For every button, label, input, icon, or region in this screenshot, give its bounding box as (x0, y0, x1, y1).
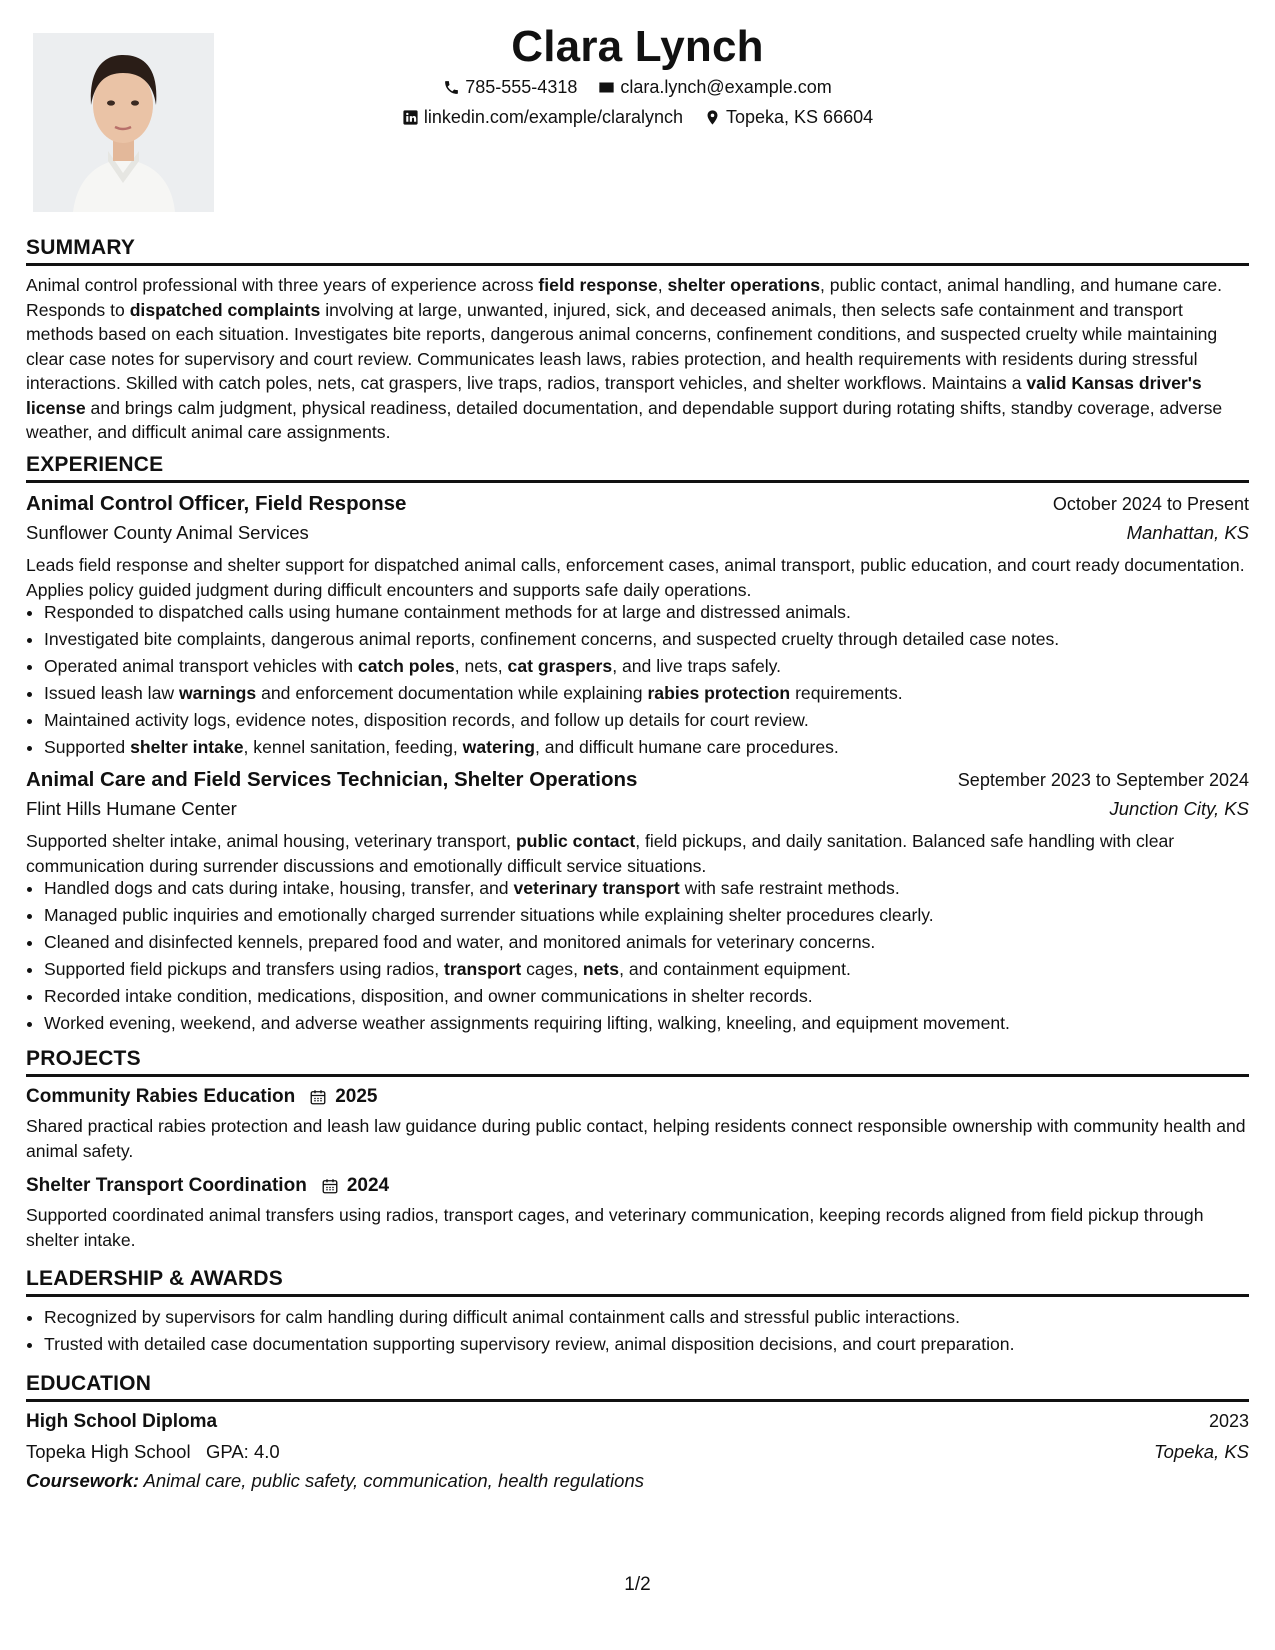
coursework-text: Animal care, public safety, communication, health regulations (143, 1470, 644, 1491)
calendar-icon (309, 1088, 327, 1106)
project-1-title (26, 1086, 377, 1108)
leadership-heading: LEADERSHIP & AWARDS (26, 1267, 1249, 1297)
list-item: • Recognized by supervisors for calm handling during difficult animal containment calls and stressful public interactions. (44, 1304, 1267, 1331)
project-1-description: Shared practical rabies protection and leash law guidance during public contact, helping residents connect responsible ownership with community health and animal safety. (26, 1116, 1246, 1161)
job-1-location: Manhattan, KS (1126, 522, 1249, 543)
job-1-dates: October 2024 to Present (1052, 494, 1249, 514)
map-pin-icon (704, 109, 721, 126)
job-1-title: Animal Control Officer, Field Response (26, 492, 407, 515)
email-contact[interactable] (598, 77, 831, 98)
list-item: • Investigated bite complaints, dangerous animal reports, confinement concerns, and suspected cruelty through detailed case notes. (44, 626, 1267, 653)
education-year: 2023 (1208, 1411, 1249, 1431)
leadership-bullets (26, 1304, 1267, 1358)
location-text: Topeka, KS 66604 (726, 107, 874, 127)
location-contact (704, 107, 873, 128)
list-item: • Supported field pickups and transfers using radios, transport cages, nets, and containment equipment. (44, 956, 1267, 983)
envelope-icon (598, 79, 615, 96)
education-coursework (26, 1470, 1249, 1492)
project-2-description: Supported coordinated animal transfers using radios, transport cages, and veterinary communication, keeping records aligned from field pickup through shelter intake. (26, 1205, 1204, 1250)
phone-contact[interactable] (443, 77, 577, 98)
education-location: Topeka, KS (1154, 1441, 1249, 1462)
list-item: • Handled dogs and cats during intake, housing, transfer, and veterinary transport with safe restraint methods. (44, 875, 1267, 902)
education-gpa: GPA: 4.0 (205, 1441, 280, 1462)
list-item: • Supported shelter intake, kennel sanitation, feeding, watering, and difficult humane care procedures. (44, 734, 1267, 761)
project-2-title (26, 1175, 389, 1197)
education-heading: EDUCATION (26, 1372, 1249, 1402)
job-2-title: Animal Care and Field Services Technician, Shelter Operations (26, 768, 638, 791)
list-item: • Responded to dispatched calls using humane containment methods for at large and distressed animals. (44, 599, 1267, 626)
job-2-description: Supported shelter intake, animal housing, veterinary transport, public contact, field pickups, and daily sanitation. Balanced safe handling with clear communication during surrender discussions and emotionally difficult service situations. (26, 831, 1175, 876)
job-2-location: Junction City, KS (1109, 798, 1249, 819)
job-1-subheader (26, 522, 1249, 544)
list-item: • Maintained activity logs, evidence notes, disposition records, and follow up details for court review. (44, 707, 1267, 734)
projects-heading: PROJECTS (26, 1047, 1249, 1077)
list-item: • Cleaned and disinfected kennels, prepared food and water, and monitored animals for veterinary concerns. (44, 929, 1267, 956)
education-subheader (26, 1441, 1249, 1463)
project-2-name: Shelter Transport Coordination (26, 1175, 307, 1196)
linkedin-text: linkedin.com/example/claralynch (423, 107, 683, 127)
candidate-name: Clara Lynch (511, 22, 764, 71)
project-1-year: 2025 (335, 1086, 378, 1107)
phone-text: 785-555-4318 (465, 77, 578, 97)
calendar-icon (321, 1177, 339, 1195)
phone-icon (443, 79, 460, 96)
linkedin-contact[interactable] (402, 107, 683, 128)
job-1-bullets (26, 599, 1267, 761)
list-item: • Trusted with detailed case documentation supporting supervisory review, animal disposition decisions, and court preparation. (44, 1331, 1267, 1358)
job-2-subheader (26, 798, 1249, 820)
linkedin-icon (402, 109, 419, 126)
job-1-org: Sunflower County Animal Services (26, 522, 309, 543)
summary-heading: SUMMARY (26, 236, 1249, 266)
list-item: • Worked evening, weekend, and adverse weather assignments requiring lifting, walking, kneeling, and equipment movement. (44, 1010, 1267, 1037)
email-text: clara.lynch@example.com (620, 77, 832, 97)
list-item: • Recorded intake condition, medications, disposition, and owner communications in shelter records. (44, 983, 1267, 1010)
contact-line-1 (26, 77, 1249, 101)
job-1-description: Leads field response and shelter support for dispatched animal calls, enforcement cases, animal transport, public education, and court ready documentation. Applies policy guided judgment during difficult encounters and supports safe daily operations. (26, 555, 1245, 600)
job-2-header (26, 768, 1249, 792)
education-school-line (26, 1441, 280, 1463)
job-2-dates: September 2023 to September 2024 (957, 770, 1249, 790)
job-2-org: Flint Hills Humane Center (26, 798, 237, 819)
education-header (26, 1411, 1249, 1433)
education-school: Topeka High School (26, 1441, 191, 1462)
list-item: • Managed public inquiries and emotionally charged surrender situations while explaining shelter procedures clearly. (44, 902, 1267, 929)
experience-heading: EXPERIENCE (26, 453, 1249, 483)
summary-text: Animal control professional with three years of experience across field response, shelter operations, public contact, animal handling, and humane care. Responds to dispatched complaints involving at large, unwanted, injured, sick, and deceased animals, then selects safe containment and transport methods based on each situation. Investigates bite reports, dangerous animal concerns, confinement conditions, and suspected cruelty while maintaining clear case notes for supervisory and court review. Communicates leash laws, rabies protection, and health requirements with residents during stressful interactions. Skilled with catch poles, nets, cat graspers, live traps, radios, transport vehicles, and shelter workflows. Maintains a valid Kansas driver's license and brings calm judgment, physical readiness, detailed documentation, and dependable support during rotating shifts, standby coverage, adverse weather, and difficult animal care assignments. (26, 275, 1223, 442)
page-number: 1/2 (624, 1574, 651, 1595)
project-2-year: 2024 (346, 1175, 390, 1196)
list-item: • Issued leash law warnings and enforcement documentation while explaining rabies protection requirements. (44, 680, 1267, 707)
contact-line-2 (26, 107, 1249, 131)
job-2-bullets (26, 875, 1267, 1037)
coursework-label: Coursework: (26, 1470, 140, 1491)
education-degree: High School Diploma (26, 1411, 218, 1432)
project-1-name: Community Rabies Education (26, 1086, 296, 1107)
job-1-header (26, 492, 1249, 516)
list-item: • Operated animal transport vehicles with catch poles, nets, cat graspers, and live traps safely. (44, 653, 1267, 680)
